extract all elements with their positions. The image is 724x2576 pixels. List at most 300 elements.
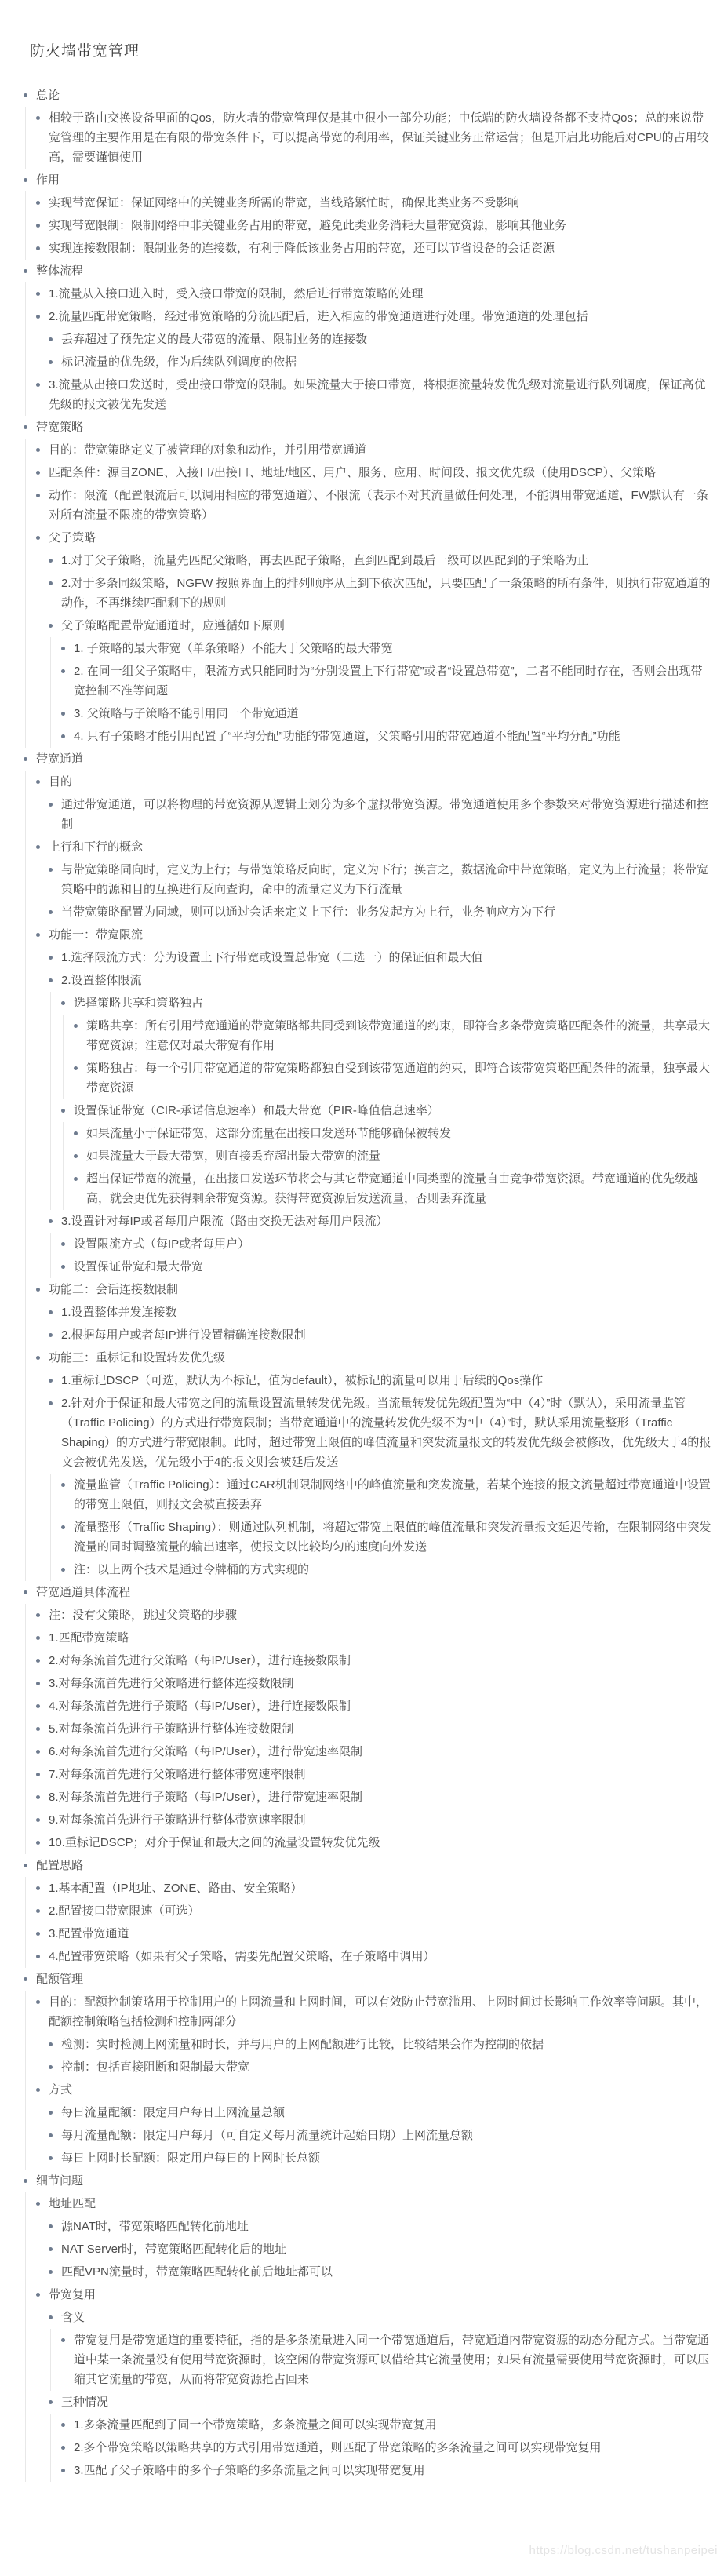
- list-item: [49, 1301, 711, 1324]
- list-item-text: 如果流量小于保证带宽，这部分流量在出接口发送环节能够确保被转发: [86, 1127, 452, 1140]
- bullet-icon: [49, 956, 53, 960]
- list-item-text: 三种情况: [61, 2396, 109, 2409]
- list-item-text: 整体流程: [36, 264, 84, 278]
- outline-children: [50, 992, 711, 1210]
- list-item-text: 源NAT时，带宽策略匹配转化前地址: [61, 2220, 249, 2233]
- outline-node: [61, 1516, 711, 1558]
- outline-node: [61, 1255, 711, 1278]
- bullet-icon: [24, 1590, 27, 1594]
- list-item-text: 2.对每条流首先进行父策略（每IP/User），进行连接数限制: [49, 1654, 351, 1667]
- outline-node: [49, 2238, 711, 2261]
- bullet-icon: [49, 360, 53, 364]
- watermark-url: https://blog.csdn.net/tushanpeipei: [529, 2544, 718, 2557]
- list-item: [36, 1922, 711, 1945]
- list-item-text: 9.对每条流首先进行子策略进行整体带宽速率限制: [49, 1813, 306, 1827]
- list-item: [36, 282, 711, 305]
- bullet-icon: [36, 1795, 40, 1799]
- list-item-text: 实现带宽限制：限制网络中非关键业务占用的带宽，避免此类业务消耗大量带宽资源，影响其他业务: [49, 219, 567, 232]
- list-item: [36, 1604, 711, 1627]
- bullet-icon: [61, 669, 65, 673]
- bullet-icon: [74, 1131, 78, 1135]
- outline-node: [36, 1831, 711, 1854]
- bullet-icon: [61, 1483, 65, 1487]
- list-item: [61, 702, 711, 725]
- outline-node: [61, 992, 711, 1099]
- list-item-text: 3.流量从出接口发送时，受出接口带宽的限制。如果流量大于接口带宽，将根据流量转发优先级对流量进行队列调度，保证高优先级的报文被优先发送: [49, 378, 706, 411]
- outline-node: [61, 637, 711, 660]
- outline-children: [38, 1369, 711, 1581]
- bullet-icon: [49, 2315, 53, 2319]
- outline-node: [24, 84, 711, 169]
- outline-children: [50, 2329, 711, 2391]
- list-item: [49, 2261, 711, 2283]
- list-item-text: 3.配置带宽通道: [49, 1927, 129, 1940]
- list-item-text: 匹配VPN流量时，带宽策略匹配转化前后地址都可以: [61, 2265, 333, 2279]
- list-item: [36, 373, 711, 416]
- outline-node: [36, 1922, 711, 1945]
- list-item-text: 1. 子策略的最大带宽（单条策略）不能大于父策略的最大带宽: [74, 642, 393, 655]
- bullet-icon: [49, 2065, 53, 2069]
- list-item-text: 3.对每条流首先进行父策略进行整体连接数限制: [49, 1677, 294, 1690]
- bullet-icon: [49, 624, 53, 628]
- list-item: [36, 924, 711, 946]
- list-item-text: 3.设置针对每IP或者每用户限流（路由交换无法对每用户限流）: [61, 1215, 388, 1228]
- bullet-icon: [36, 1636, 40, 1640]
- list-item-text: 设置保证带宽和最大带宽: [74, 1260, 204, 1273]
- list-item-text: 注：以上两个技术是通过令牌桶的方式实现的: [74, 1563, 310, 1576]
- outline-node: [49, 2391, 711, 2482]
- bullet-icon: [49, 1219, 53, 1223]
- outline-node: [36, 1740, 711, 1763]
- list-item: [74, 1057, 711, 1099]
- list-item-text: 10.重标记DSCP；对介于保证和最大之间的流量设置转发优先级: [49, 1836, 380, 1849]
- outline-node: [49, 2124, 711, 2147]
- outline-node: [49, 1301, 711, 1324]
- list-item: [24, 260, 711, 282]
- list-item: [49, 1210, 711, 1233]
- bullet-icon: [36, 383, 40, 387]
- list-item-text: 8.对每条流首先进行子策略（每IP/User），进行带宽速率限制: [49, 1791, 363, 1804]
- list-item-text: 2.多个带宽策略以策略共享的方式引用带宽通道，则匹配了带宽策略的多条流量之间可以实现带宽复用: [74, 2441, 602, 2454]
- bullet-icon: [36, 471, 40, 475]
- list-item: [49, 572, 711, 614]
- list-item-text: 4. 只有子策略才能引用配置了“平均分配”功能的带宽通道，父策略引用的带宽通道不能配置“平均分配”功能: [74, 730, 620, 743]
- bullet-icon: [36, 2202, 40, 2206]
- outline-node: [36, 1945, 711, 1968]
- list-item: [49, 351, 711, 373]
- list-item-text: 作用: [36, 173, 60, 187]
- outline-children: [38, 946, 711, 1278]
- page-title: 防火墙带宽管理: [30, 43, 140, 60]
- list-item-text: 1.匹配带宽策略: [49, 1631, 129, 1645]
- bullet-icon: [36, 116, 40, 120]
- bullet-icon: [61, 2423, 65, 2427]
- bullet-icon: [49, 2400, 53, 2404]
- list-item-text: 当带宽策略配置为同域，则可以通过会话来定义上下行：业务发起方为上行，业务响应方为下行: [61, 905, 556, 919]
- list-item-text: 实现带宽保证：保证网络中的关键业务所需的带宽，当线路繁忙时，确保此类业务不受影响: [49, 196, 520, 210]
- bullet-icon: [49, 978, 53, 982]
- list-item-text: 超出保证带宽的流量，在出接口发送环节将会与其它带宽通道中同类型的流量自由竞争带宽资源。带宽通道的优先级越高，就会更优先获得剩余带宽资源。获得带宽资源后发送流量，否则丢弃流量: [86, 1172, 699, 1205]
- bullet-icon: [36, 780, 40, 784]
- list-item-text: 2.流量匹配带宽策略，经过带宽策略的分流匹配后，进入相应的带宽通道进行处理。带宽通道的处理包括: [49, 310, 588, 323]
- list-item-text: 1.设置整体并发连接数: [61, 1306, 177, 1319]
- list-item: [36, 836, 711, 858]
- list-item: [24, 169, 711, 191]
- bullet-icon: [74, 1066, 78, 1070]
- bullet-icon: [36, 1750, 40, 1754]
- list-item-text: 1.选择限流方式：分为设置上下行带宽或设置总带宽（二选一）的保证值和最大值: [61, 951, 483, 964]
- outline-children: [50, 1474, 711, 1581]
- bullet-icon: [61, 1525, 65, 1529]
- list-item: [36, 461, 711, 484]
- outline-node: [24, 1968, 711, 2170]
- outline-children: [50, 2414, 711, 2482]
- outline-node: [36, 1786, 711, 1809]
- list-item: [49, 2033, 711, 2056]
- outline-children: [38, 2306, 711, 2482]
- list-item-text: 6.对每条流首先进行父策略（每IP/User），进行带宽速率限制: [49, 1745, 363, 1758]
- list-item: [61, 1516, 711, 1558]
- bullet-icon: [49, 581, 53, 585]
- list-item-text: 带宽策略: [36, 421, 84, 434]
- bullet-icon: [36, 933, 40, 937]
- list-item: [49, 614, 711, 637]
- outline-node: [61, 702, 711, 725]
- list-item-text: 每日上网时长配额：限定用户每日的上网时长总额: [61, 2152, 321, 2165]
- outline-node: [36, 1604, 711, 1627]
- list-item: [49, 1392, 711, 1474]
- list-item: [36, 107, 711, 169]
- list-item: [61, 725, 711, 748]
- outline-children: [50, 637, 711, 748]
- outline-node: [49, 858, 711, 901]
- list-item: [49, 793, 711, 836]
- list-item: [61, 1233, 711, 1255]
- outline-node: [49, 2215, 711, 2238]
- list-item: [61, 1474, 711, 1516]
- bullet-icon: [36, 1727, 40, 1731]
- list-item: [24, 2170, 711, 2192]
- list-item: [36, 237, 711, 260]
- list-item-text: 每月流量配额：限定用户每月（可自定义每月流量统计起始日期）上网流量总额: [61, 2129, 474, 2142]
- list-item-text: 目的: [49, 775, 73, 789]
- list-item: [36, 1945, 711, 1968]
- list-item: [24, 1968, 711, 1991]
- list-item: [49, 901, 711, 924]
- list-item: [36, 191, 711, 214]
- bullet-icon: [36, 1773, 40, 1776]
- list-item-text: 功能三：重标记和设置转发优先级: [49, 1351, 226, 1365]
- outline-node: [24, 2170, 711, 2482]
- list-item-text: 目的：配额控制策略用于控制用户的上网流量和上网时间，可以有效防止带宽滥用、上网时间过长影响工作效率等问题。其中，配额控制策略包括检测和控制两部分: [49, 1995, 708, 2028]
- outline-node: [61, 2459, 711, 2482]
- outline-node: [49, 1392, 711, 1581]
- list-item: [61, 2329, 711, 2391]
- bullet-icon: [61, 647, 65, 650]
- list-item: [61, 1099, 711, 1122]
- outline-node: [36, 214, 711, 237]
- outline-root: [24, 84, 711, 2482]
- list-item-text: 策略共享：所有引用带宽通道的带宽策略都共同受到该带宽通道的约束，即符合多条带宽策略匹配条件的流量，共享最大带宽资源；注意仅对最大带宽有作用: [86, 1019, 711, 1052]
- list-item-text: 流量整形（Traffic Shaping）：则通过队列机制，将超过带宽上限值的峰值流量和突发流量报文延迟传输，在限制网络中突发流量的同时调整流量的输出速率，使报文以比较均匀的速度向外发送: [74, 1521, 711, 1554]
- bullet-icon: [36, 1288, 40, 1292]
- list-item-text: 1.重标记DSCP（可选，默认为不标记，值为default），被标记的流量可以用于后续的Qos操作: [61, 1374, 544, 1387]
- list-item-text: 2.根据每用户或者每IP进行设置精确连接数限制: [61, 1328, 306, 1342]
- outline-node: [24, 1854, 711, 1968]
- bullet-icon: [36, 1886, 40, 1890]
- outline-node: [36, 2192, 711, 2283]
- outline-children: [25, 1991, 711, 2170]
- outline-node: [74, 1145, 711, 1168]
- bullet-icon: [36, 1909, 40, 1913]
- outline-children: [50, 1233, 711, 1278]
- outline-children: [38, 793, 711, 836]
- list-item: [49, 2215, 711, 2238]
- bullet-icon: [36, 1932, 40, 1936]
- outline-node: [36, 836, 711, 924]
- bullet-icon: [24, 1977, 27, 1981]
- list-item-text: 上行和下行的概念: [49, 840, 144, 854]
- outline-node: [24, 260, 711, 416]
- bullet-icon: [61, 712, 65, 716]
- outline-node: [36, 526, 711, 748]
- list-item-text: 方式: [49, 2083, 73, 2097]
- list-item-text: 匹配条件：源目ZONE、入接口/出接口、地址/地区、用户、服务、应用、时间段、报文优先级（使用DSCP）、父策略: [49, 466, 657, 479]
- list-item-text: NAT Server时，带宽策略匹配转化后的地址: [61, 2243, 286, 2256]
- outline-node: [36, 461, 711, 484]
- list-item: [49, 946, 711, 969]
- outline-node: [36, 2283, 711, 2482]
- list-item: [36, 1649, 711, 1672]
- list-item: [49, 969, 711, 992]
- bullet-icon: [36, 201, 40, 205]
- outline-node: [49, 1369, 711, 1392]
- outline-node: [49, 614, 711, 748]
- bullet-icon: [61, 1568, 65, 1572]
- list-item-text: 4.配置带宽策略（如果有父子策略，需要先配置父策略，在子策略中调用）: [49, 1950, 435, 1963]
- bullet-icon: [36, 1818, 40, 1822]
- outline-node: [61, 660, 711, 702]
- outline-node: [24, 1581, 711, 1854]
- list-item-text: 父子策略配置带宽通道时，应遵循如下原则: [61, 619, 286, 632]
- outline-node: [74, 1057, 711, 1099]
- bullet-icon: [49, 1401, 53, 1405]
- bullet-icon: [49, 2111, 53, 2115]
- bullet-icon: [49, 337, 53, 341]
- bullet-icon: [49, 559, 53, 563]
- bullet-icon: [61, 734, 65, 738]
- list-item: [36, 771, 711, 793]
- outline-node: [61, 1099, 711, 1210]
- list-item: [36, 1627, 711, 1649]
- outline-children: [38, 328, 711, 373]
- list-item-text: 标记流量的优先级，作为后续队列调度的依据: [61, 355, 297, 369]
- bullet-icon: [49, 2247, 53, 2251]
- outline-children: [38, 2215, 711, 2283]
- list-item-text: 含义: [61, 2311, 85, 2324]
- bullet-icon: [49, 2156, 53, 2160]
- list-item-text: 控制：包括直接阻断和限制最大带宽: [61, 2060, 250, 2074]
- bullet-icon: [24, 425, 27, 429]
- list-item: [36, 1278, 711, 1301]
- list-item-text: 检测：实时检测上网流量和时长，并与用户的上网配额进行比较，比较结果会作为控制的依据: [61, 2038, 544, 2051]
- outline-children: [38, 549, 711, 748]
- list-item-text: 3.匹配了父子策略中的多个子策略的多条流量之间可以实现带宽复用: [74, 2464, 425, 2477]
- bullet-icon: [49, 1379, 53, 1383]
- bullet-icon: [49, 2133, 53, 2137]
- bullet-icon: [36, 1841, 40, 1845]
- list-item: [36, 2079, 711, 2101]
- bullet-icon: [36, 1682, 40, 1685]
- bullet-icon: [36, 1955, 40, 1958]
- outline-node: [61, 725, 711, 748]
- outline-node: [24, 416, 711, 748]
- bullet-icon: [24, 2179, 27, 2183]
- bullet-icon: [49, 2224, 53, 2228]
- list-item: [24, 1854, 711, 1877]
- outline-node: [49, 2056, 711, 2079]
- list-item-text: 功能一：带宽限流: [49, 928, 144, 942]
- list-item: [74, 1015, 711, 1057]
- list-item-text: 2.设置整体限流: [61, 974, 142, 987]
- list-item-text: 父子策略: [49, 531, 96, 545]
- list-item: [24, 1581, 711, 1604]
- list-item-text: 1.对于父子策略，流量先匹配父策略，再去匹配子策略，直到匹配到最后一级可以匹配到的子策略为止: [61, 554, 589, 567]
- list-item-text: 配置思路: [36, 1859, 84, 1872]
- outline-node: [36, 771, 711, 836]
- list-item: [74, 1122, 711, 1145]
- list-item: [49, 2056, 711, 2079]
- outline-node: [36, 924, 711, 1278]
- outline-node: [61, 1558, 711, 1581]
- outline-node: [36, 305, 711, 373]
- list-item: [49, 549, 711, 572]
- bullet-icon: [49, 2270, 53, 2274]
- bullet-icon: [49, 1333, 53, 1337]
- outline-node: [36, 2079, 711, 2170]
- list-item: [36, 1346, 711, 1369]
- list-item-text: 通过带宽通道，可以将物理的带宽资源从逻辑上划分为多个虚拟带宽资源。带宽通道使用多个参数来对带宽资源进行描述和控制: [61, 798, 709, 831]
- list-item: [49, 858, 711, 901]
- bullet-icon: [36, 494, 40, 497]
- outline-node: [49, 969, 711, 1210]
- outline-children: [38, 2101, 711, 2170]
- list-item-text: 设置限流方式（每IP或者每用户）: [74, 1237, 250, 1251]
- outline-node: [49, 351, 711, 373]
- outline-node: [24, 169, 711, 260]
- bullet-icon: [49, 2042, 53, 2046]
- list-item-text: 带宽通道: [36, 752, 84, 766]
- outline-node: [36, 1346, 711, 1581]
- list-item-text: 总论: [36, 89, 60, 102]
- list-item: [74, 1168, 711, 1210]
- outline-node: [36, 1718, 711, 1740]
- list-item-text: 地址匹配: [49, 2197, 96, 2210]
- outline-children: [38, 858, 711, 924]
- list-item-text: 5.对每条流首先进行子策略进行整体连接数限制: [49, 1722, 294, 1736]
- bullet-icon: [36, 315, 40, 319]
- list-item: [49, 2238, 711, 2261]
- list-item-text: 带宽复用: [49, 2288, 96, 2301]
- list-item: [61, 2459, 711, 2482]
- bullet-icon: [61, 1109, 65, 1113]
- list-item-text: 选择策略共享和策略独占: [74, 997, 204, 1010]
- list-item-text: 2.对于多条同级策略，NGFW 按照界面上的排列顺序从上到下依次匹配，只要匹配了一条策略的所有条件，则执行带宽通道的动作，不再继续匹配剩下的规则: [61, 577, 711, 610]
- list-item-text: 7.对每条流首先进行父策略进行整体带宽速率限制: [49, 1768, 306, 1781]
- outline-node: [61, 2329, 711, 2391]
- outline-node: [61, 2436, 711, 2459]
- list-item-text: 功能二：会话连接数限制: [49, 1283, 179, 1296]
- list-item-text: 与带宽策略同向时，定义为上行；与带宽策略反向时，定义为下行；换言之，数据流命中带宽策略，定义为上行流量；将带宽策略中的源和目的互换进行反向查询，命中的流量定义为下行流量: [61, 863, 709, 896]
- outline-node: [36, 1695, 711, 1718]
- outline-children: [25, 1604, 711, 1854]
- list-item: [36, 1900, 711, 1922]
- list-item-text: 2. 在同一组父子策略中，限流方式只能同时为“分别设置上下行带宽”或者“设置总带宽”，二者不能同时存在，否则会出现带宽控制不准等问题: [74, 665, 703, 698]
- list-item: [36, 526, 711, 549]
- bullet-icon: [36, 1659, 40, 1663]
- bullet-icon: [36, 1356, 40, 1360]
- outline-node: [36, 1991, 711, 2079]
- bullet-icon: [36, 536, 40, 540]
- list-item-text: 带宽通道具体流程: [36, 1586, 131, 1599]
- list-item: [36, 2192, 711, 2215]
- list-item: [36, 2283, 711, 2306]
- list-item: [49, 328, 711, 351]
- outline-node: [49, 2147, 711, 2170]
- outline-node: [36, 1627, 711, 1649]
- outline-node: [49, 549, 711, 572]
- outline-node: [36, 1763, 711, 1786]
- list-item: [36, 1809, 711, 1831]
- bullet-icon: [61, 1242, 65, 1246]
- list-item: [49, 2147, 711, 2170]
- list-item: [24, 416, 711, 439]
- list-item-text: 配额管理: [36, 1973, 84, 1986]
- bullet-icon: [36, 224, 40, 228]
- outline-node: [74, 1122, 711, 1145]
- list-item-text: 实现连接数限制：限制业务的连接数，有利于降低该业务占用的带宽，还可以节省设备的会话资源: [49, 242, 555, 255]
- list-item: [24, 748, 711, 771]
- bullet-icon: [36, 292, 40, 296]
- outline-node: [49, 946, 711, 969]
- bullet-icon: [49, 803, 53, 807]
- bullet-icon: [36, 1704, 40, 1708]
- bullet-icon: [36, 2088, 40, 2092]
- outline-node: [49, 2101, 711, 2124]
- list-item-text: 4.对每条流首先进行子策略（每IP/User），进行连接数限制: [49, 1700, 351, 1713]
- list-item-text: 1.流量从入接口进入时，受入接口带宽的限制，然后进行带宽策略的处理: [49, 287, 424, 301]
- outline-node: [49, 1324, 711, 1346]
- outline-node: [36, 107, 711, 169]
- list-item: [36, 1831, 711, 1854]
- bullet-icon: [49, 1310, 53, 1314]
- outline-node: [36, 439, 711, 461]
- list-item-text: 3. 父策略与子策略不能引用同一个带宽通道: [74, 707, 299, 720]
- list-item-text: 1.多条流量匹配到了同一个带宽策略，多条流量之间可以实现带宽复用: [74, 2418, 437, 2432]
- outline-node: [49, 2261, 711, 2283]
- bullet-icon: [74, 1177, 78, 1181]
- list-item: [36, 1695, 711, 1718]
- outline-node: [24, 748, 711, 1581]
- outline-children: [25, 2192, 711, 2482]
- outline-node: [74, 1168, 711, 1210]
- list-item: [36, 1672, 711, 1695]
- outline-node: [36, 373, 711, 416]
- bullet-icon: [61, 1001, 65, 1005]
- outline-children: [25, 191, 711, 260]
- list-item-text: 细节问题: [36, 2174, 84, 2188]
- bullet-icon: [61, 1265, 65, 1269]
